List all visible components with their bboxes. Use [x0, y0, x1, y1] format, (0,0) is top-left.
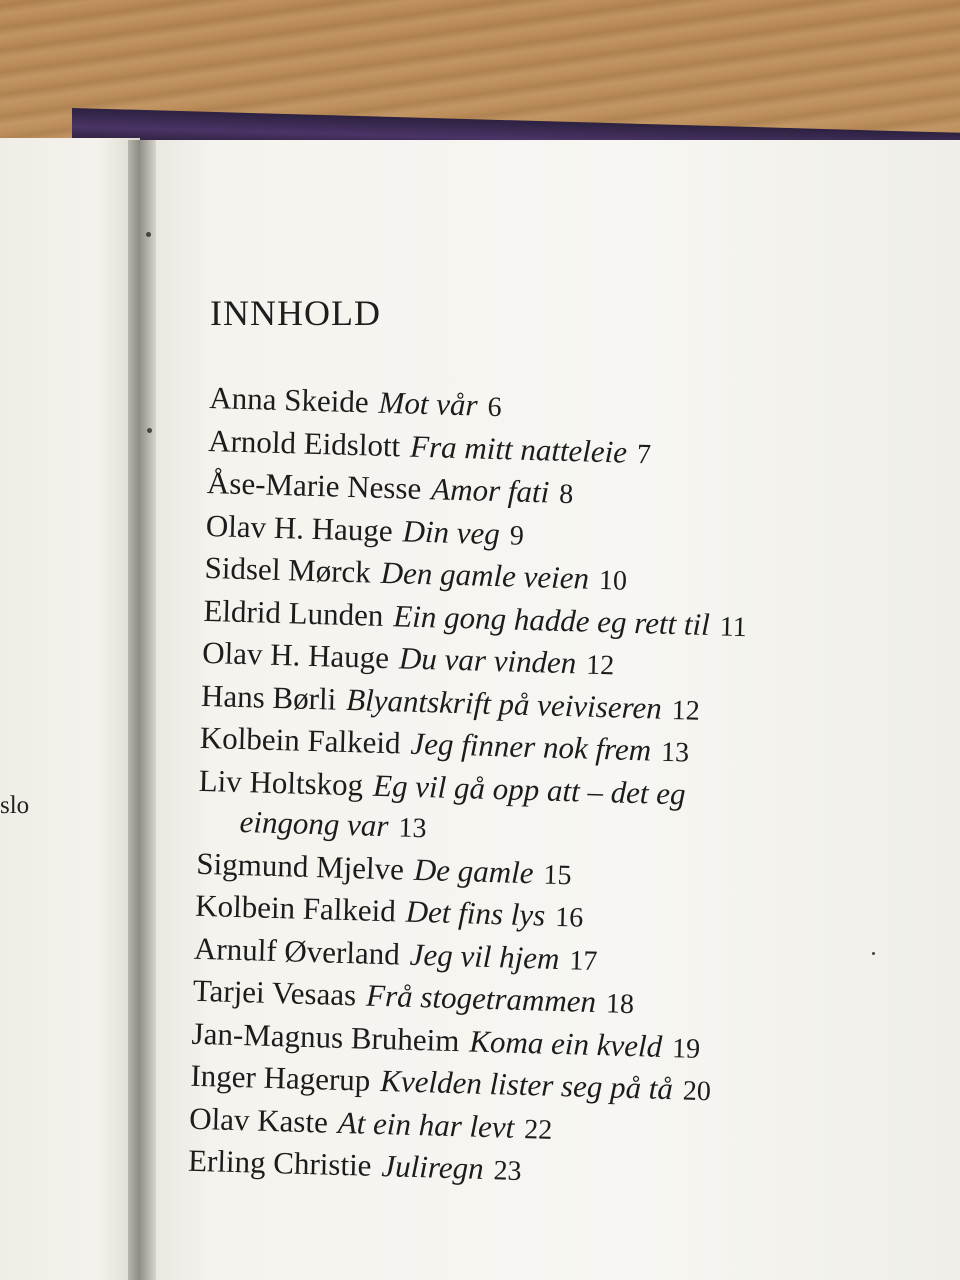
toc-page-number: 12 — [585, 649, 615, 682]
toc-poem: Frå stogetrammen — [365, 977, 597, 1020]
toc-page-number: 15 — [543, 859, 572, 891]
toc-page-number: 13 — [398, 812, 427, 845]
toc-author: Arnulf Øverland — [193, 930, 401, 972]
toc-author: Erling Christie — [187, 1142, 372, 1183]
toc-poem: Ein gong hadde eg rett til — [392, 597, 711, 642]
toc-poem: Det fins lys — [405, 893, 546, 933]
toc-author: Sidsel Mørck — [204, 549, 372, 590]
page-speck — [146, 232, 151, 237]
toc-page-number: 17 — [568, 944, 598, 977]
toc-page-number: 9 — [509, 519, 525, 552]
table-of-contents — [188, 378, 930, 1203]
toc-author: Sigmund Mjelve — [195, 845, 405, 887]
toc-author: Olav Kaste — [188, 1100, 329, 1140]
toc-author: Kolbein Falkeid — [194, 887, 397, 929]
toc-poem: Jeg vil hjem — [409, 936, 560, 976]
toc-poem: Din veg — [402, 512, 501, 551]
toc-author: Jan-Magnus Bruheim — [191, 1015, 460, 1058]
page-speck — [147, 428, 152, 433]
toc-page-number: 16 — [554, 901, 584, 934]
toc-poem: De gamle — [413, 851, 535, 890]
left-page-text-fragment: slo — [0, 792, 30, 819]
toc-page-number: 7 — [636, 438, 652, 470]
toc-author: Eldrid Lunden — [203, 592, 384, 633]
toc-page-number: 18 — [605, 988, 635, 1021]
toc-page-number: 10 — [598, 564, 628, 597]
toc-poem: Koma ein kveld — [468, 1023, 663, 1064]
toc-author: Tarjei Vesaas — [192, 972, 357, 1013]
toc-page-number: 23 — [493, 1155, 522, 1188]
toc-poem: Kvelden lister seg på tå — [379, 1063, 674, 1107]
toc-page-number: 6 — [487, 391, 503, 424]
toc-poem: Du var vinden — [398, 640, 577, 681]
toc-author: Arnold Eidslott — [207, 422, 401, 463]
toc-poem: Den gamle veien — [380, 554, 590, 596]
toc-author: Hans Børli — [200, 677, 337, 717]
toc-author: Liv Holtskog — [198, 762, 364, 802]
toc-author: Olav H. Hauge — [205, 507, 394, 548]
toc-page-number: 19 — [671, 1032, 701, 1065]
toc-poem-continuation: eingong var — [239, 804, 390, 844]
toc-poem: Julіregn — [380, 1148, 485, 1186]
toc-author: Kolbein Falkeid — [199, 719, 401, 761]
toc-page-number: 11 — [719, 610, 748, 643]
toc-poem: At ein har levt — [337, 1104, 515, 1145]
left-page — [0, 138, 140, 1280]
toc-poem: Jeg finner nok frem — [410, 725, 652, 768]
toc-poem: Amor fati — [430, 471, 550, 510]
book-gutter — [128, 140, 156, 1280]
toc-page-number: 8 — [558, 478, 574, 511]
toc-author: Olav H. Hauge — [201, 634, 390, 676]
toc-author: Åse-Marie Nesse — [206, 464, 422, 506]
toc-author: Inger Hagerup — [190, 1057, 371, 1098]
toc-poem: Fra mitt natteleie — [409, 428, 628, 470]
toc-title: INNHOLD — [210, 293, 381, 333]
toc-poem: Eg vil gå opp att – det eg — [372, 767, 687, 811]
toc-page-number: 12 — [671, 694, 701, 727]
toc-author: Anna Skeide — [208, 379, 370, 420]
toc-page-number: 22 — [523, 1113, 553, 1146]
toc-poem: Mot vår — [378, 384, 479, 423]
toc-poem: Blyantskrift på veiviseren — [345, 681, 663, 726]
toc-page-number: 13 — [660, 736, 690, 769]
toc-page-number: 20 — [682, 1075, 712, 1108]
